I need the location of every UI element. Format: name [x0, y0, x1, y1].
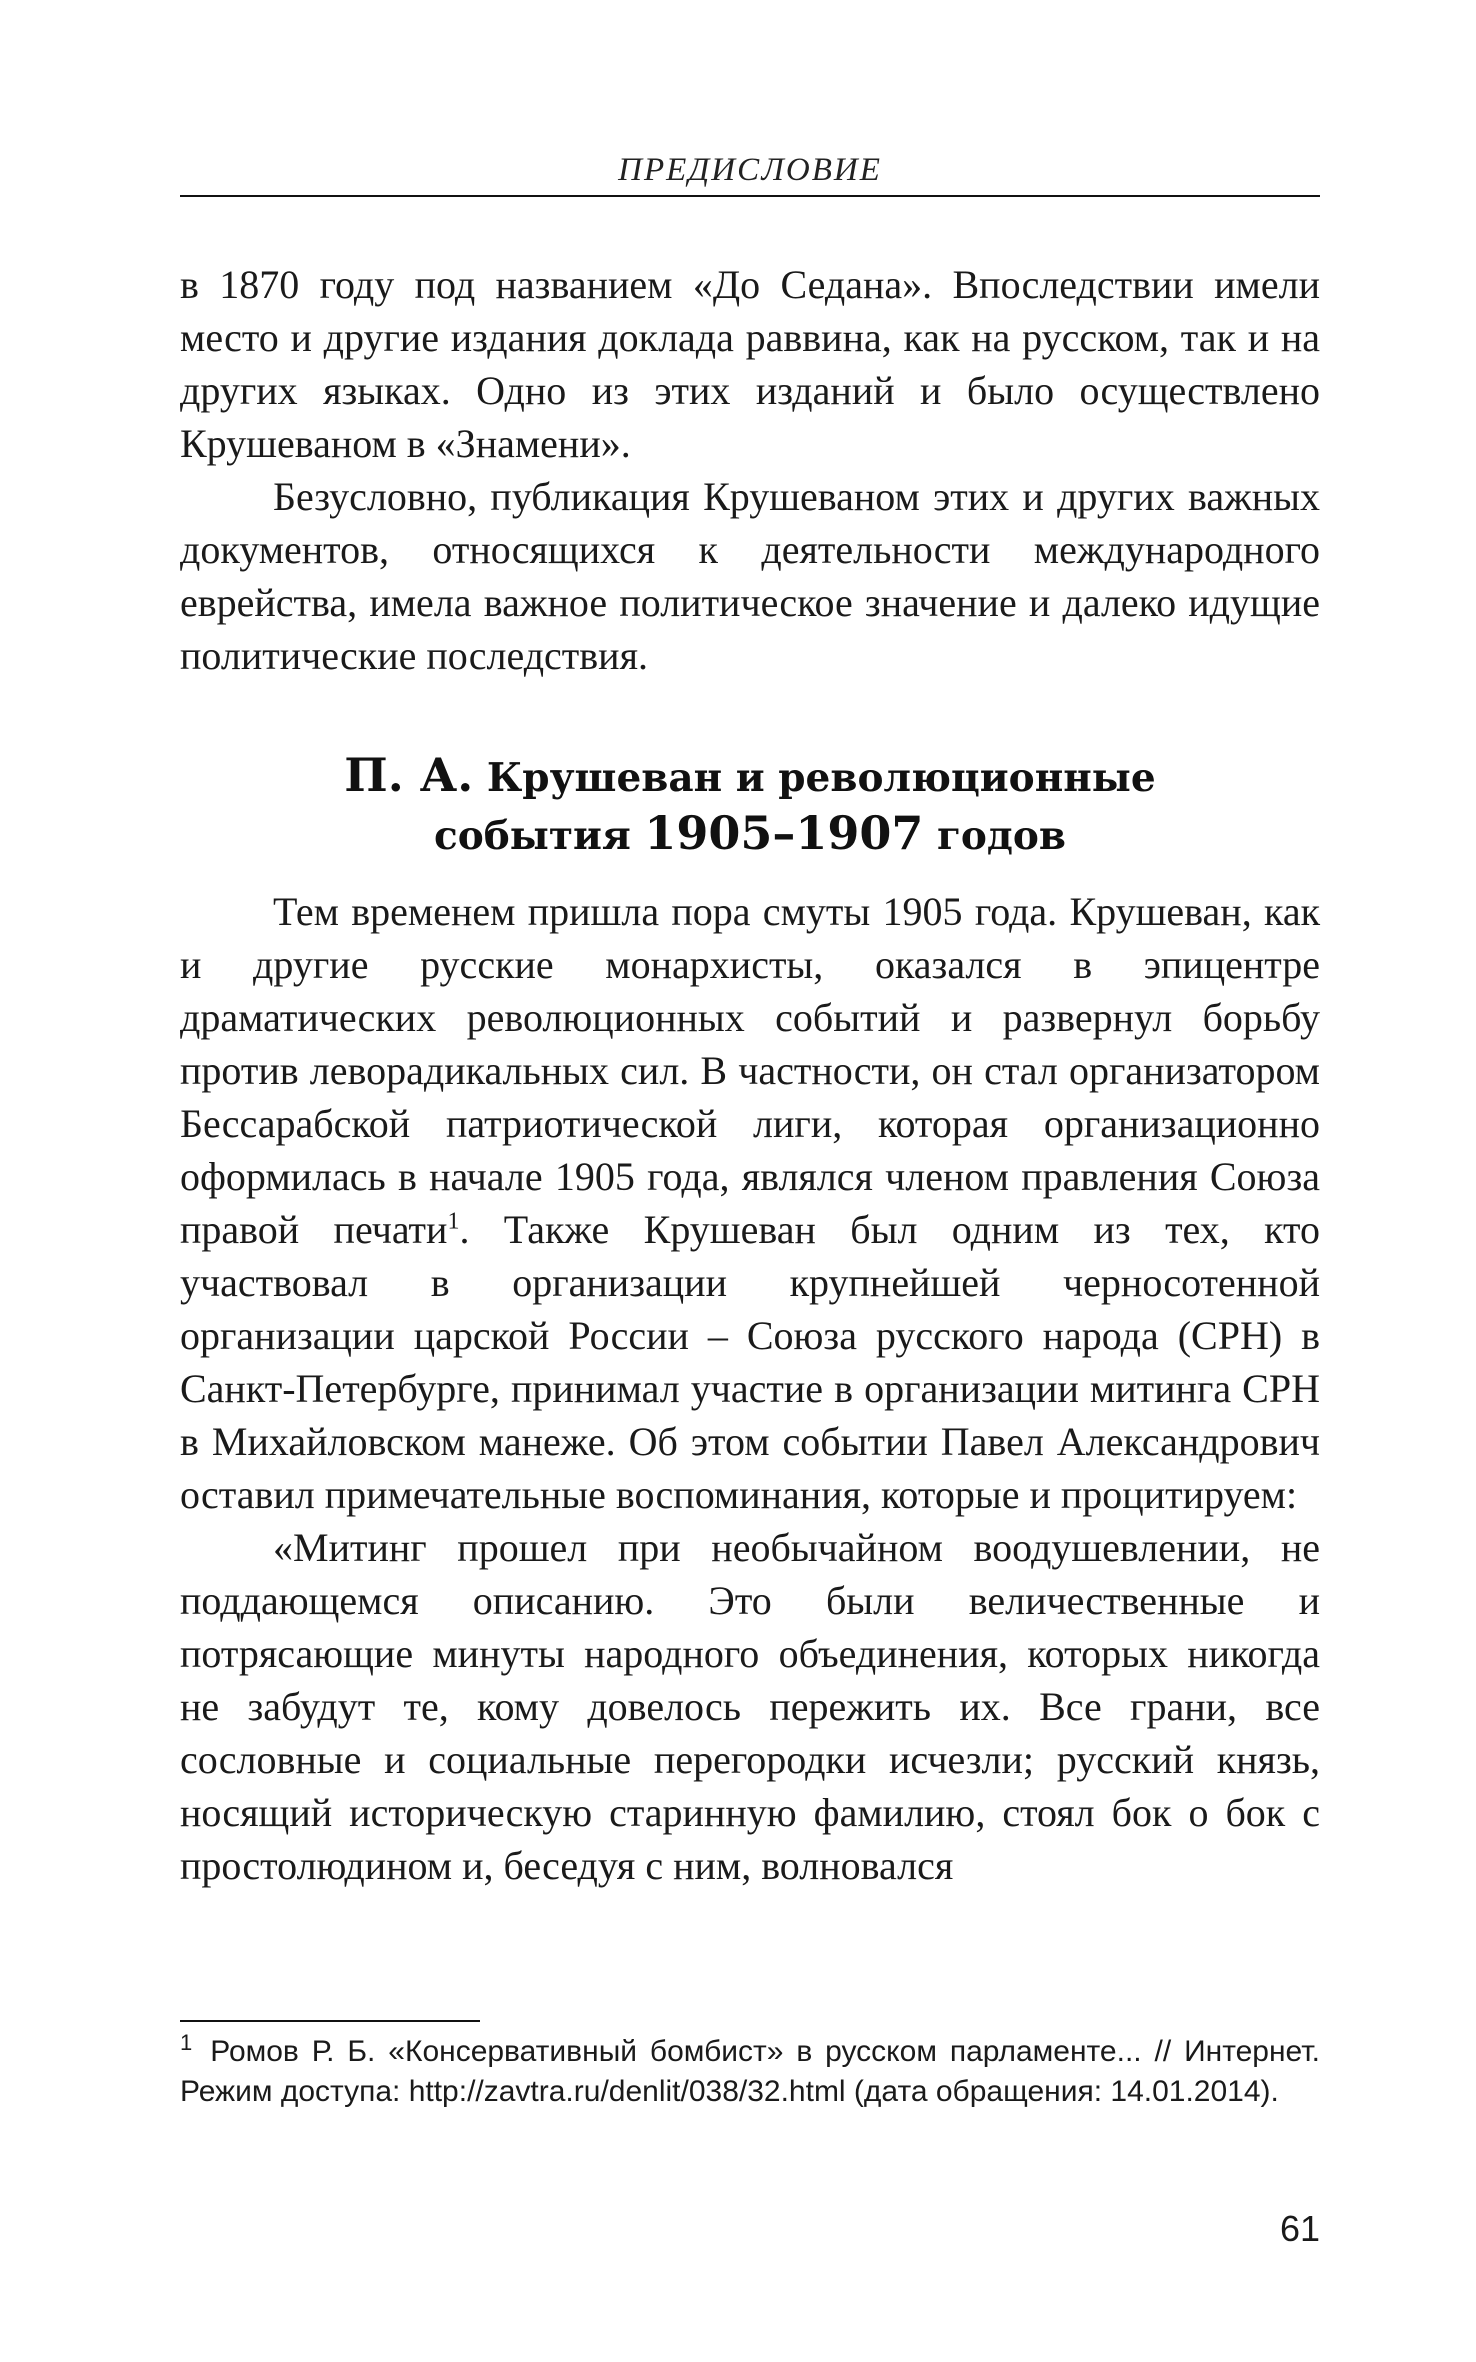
paragraph-text: Тем временем пришла пора смуты 1905 года. Крушеван, как и другие русские монархисты, оказался в эпицентре драматических революционных событий и развернул борьбу против леворадикальных сил. В частности, он стал организатором Бессарабской патриотической лиги, которая организационно оформилась в начале 1905 года, являлся членом правления Союза правой печати	[180, 889, 1320, 1252]
heading-text: годов	[923, 813, 1066, 859]
footnote-text: Ромов Р. Б. «Консервативный бомбист» в русском парламенте... // Интернет. Режим доступа: http://zavtra.ru/denlit/038/32.html (дата обращения: 14.01.2014).	[180, 2035, 1320, 2108]
heading-text: события	[433, 813, 645, 859]
paragraph: Безусловно, публикация Крушеваном этих и других важных документов, относящихся к деятельности международного еврейства, имела важное политическое значение и далеко идущие политические последствия.	[180, 474, 1320, 678]
running-head: ПРЕДИСЛОВИЕ	[618, 152, 882, 188]
section-heading-line-2	[180, 806, 1320, 864]
paragraph: в 1870 году под названием «До Седана». Впоследствии имели место и другие издания доклада раввина, как на русском, так и на других языках. Одно из этих изданий и было осуществлено Крушеваном в «Знамени».	[180, 262, 1320, 466]
footnote-reference[interactable]: 1	[447, 1208, 460, 1235]
section-heading	[180, 748, 1320, 864]
footnote-number: 1	[180, 2030, 193, 2055]
text-block-after-heading	[180, 885, 1320, 1892]
section-heading-line-1	[180, 748, 1320, 806]
heading-text: Крушеван и революционные	[473, 755, 1156, 801]
footnote-rule	[180, 2020, 480, 2022]
paragraph-text: . Также Крушеван был одним из тех, кто участвовал в организации крупнейшей черносотенной организации царской России – Союза русского народа (СРН) в Санкт-Петербурге, принимал участие в организации митинга СРН в Михайловском манеже. Об этом событии Павел Александрович оставил примечательные воспоминания, которые и процитируем:	[180, 1207, 1320, 1517]
header-rule	[180, 195, 1320, 197]
paragraph: «Митинг прошел при необычайном воодушевлении, не поддающемся описанию. Это были величественные и потрясающие минуты народного объединения, которых никогда не забудут те, кому довелось пережить их. Все грани, все сословные и социальные перегородки исчезли; русский князь, носящий историческую старинную фамилию, стоял бок о бок с простолюдином и, беседуя с ним, волновался	[180, 1525, 1320, 1888]
text-block-before-heading	[180, 258, 1320, 682]
page-number: 61	[1279, 2208, 1320, 2249]
footnote	[180, 2032, 1320, 2112]
heading-initials: П. А.	[344, 748, 474, 802]
paragraph	[180, 885, 1320, 1521]
heading-years: 1905–1907	[644, 806, 924, 860]
